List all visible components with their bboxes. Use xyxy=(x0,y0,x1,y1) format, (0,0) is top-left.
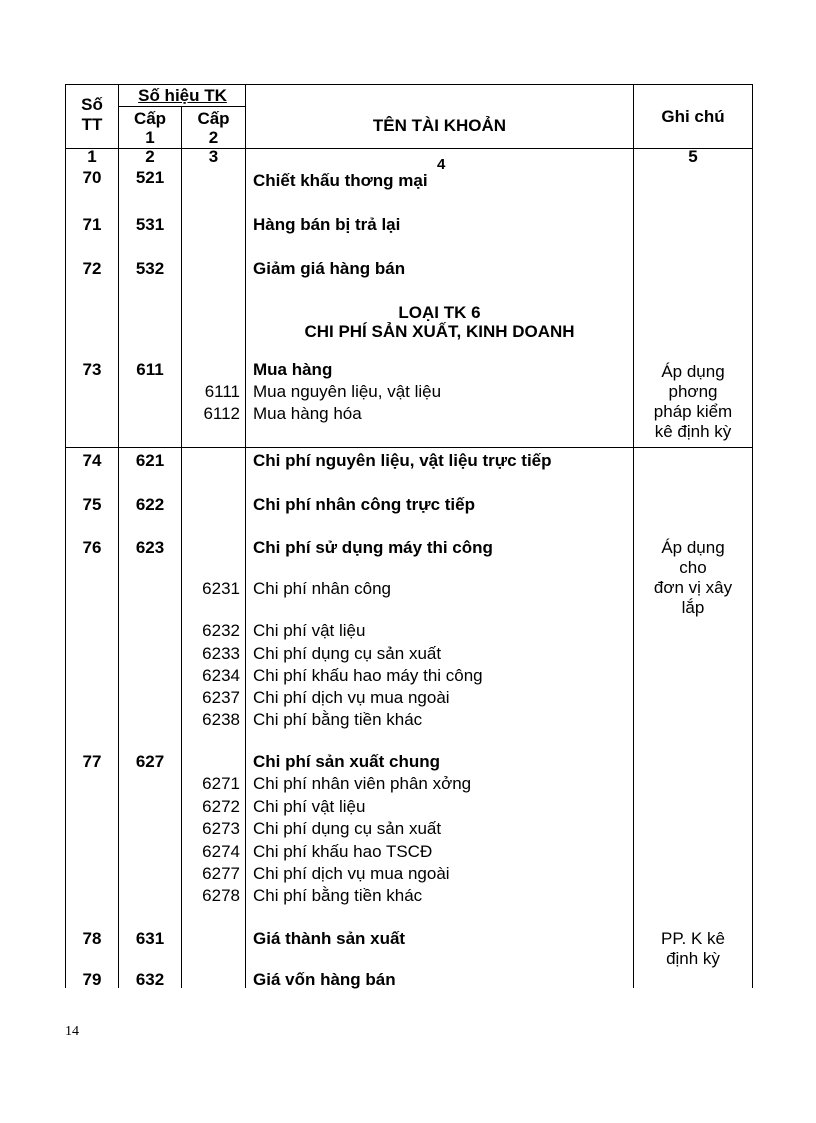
row76-cap1: 623 xyxy=(135,538,165,557)
row71-stt: 71 xyxy=(82,215,102,234)
row74-cap1: 621 xyxy=(135,451,165,470)
row77-sub-name: Chi phí bằng tiền khác xyxy=(253,886,423,905)
row77-sub-code: 6274 xyxy=(202,842,240,861)
row79-name: Giá vốn hàng bán xyxy=(253,970,396,989)
row77-sub-name: Chi phí vật liệu xyxy=(253,797,366,816)
row76-stt: 76 xyxy=(82,538,102,557)
header-so-hieu-tk: Số hiệu TK xyxy=(138,86,227,105)
row79-stt: 79 xyxy=(82,970,102,989)
row77-sub-name: Chi phí dịch vụ mua ngoài xyxy=(253,864,450,883)
row76-sub-name: Chi phí dụng cụ sản xuất xyxy=(253,644,442,663)
row73-sub-name: Mua hàng hóa xyxy=(253,404,362,423)
section-subtitle: CHI PHÍ SẢN XUẤT, KINH DOANH xyxy=(304,322,575,341)
header-so-tt: Số TT xyxy=(81,95,103,134)
row73-name: Mua hàng xyxy=(253,360,333,379)
row76-sub-code: 6232 xyxy=(202,621,240,640)
row77-stt: 77 xyxy=(82,752,102,771)
page-number: 14 xyxy=(65,1024,79,1039)
row76-note: Áp dụng cho đơn vị xây lắp xyxy=(653,538,733,617)
row75-cap1: 622 xyxy=(135,495,165,514)
row74-name: Chi phí nguyên liệu, vật liệu trực tiếp xyxy=(253,451,552,470)
row78-name: Giá thành sản xuất xyxy=(253,929,406,948)
row73-note: Áp dụng phơng pháp kiểm kê định kỳ xyxy=(653,362,733,441)
header-ghi-chu: Ghi chú xyxy=(661,107,725,126)
section-title: LOẠI TK 6 xyxy=(398,303,481,322)
col-divider-name xyxy=(633,84,634,988)
row76-sub-name: Chi phí bằng tiền khác xyxy=(253,710,423,729)
row77-sub-code: 6277 xyxy=(202,864,240,883)
row72-cap1: 532 xyxy=(135,259,165,278)
row76-sub-code: 6233 xyxy=(202,644,240,663)
row77-sub-name: Chi phí nhân viên phân xởng xyxy=(253,774,472,793)
row74-stt: 74 xyxy=(82,451,102,470)
row-divider-73 xyxy=(65,447,752,448)
row77-sub-code: 6273 xyxy=(202,819,240,838)
row76-sub-code: 6231 xyxy=(202,579,240,598)
header-cap1: Cấp 1 xyxy=(133,109,167,147)
row76-sub-name: Chi phí vật liệu xyxy=(253,621,366,640)
row76-sub-code: 6238 xyxy=(202,710,240,729)
row72-name: Giảm giá hàng bán xyxy=(253,259,406,278)
row70-name: Chiết khấu thơng mại xyxy=(253,171,428,190)
row76-sub-name: Chi phí nhân công xyxy=(253,579,391,598)
row79-cap1: 632 xyxy=(135,970,165,989)
row75-stt: 75 xyxy=(82,495,102,514)
table-top-border xyxy=(65,84,752,85)
table-right-border xyxy=(752,84,753,988)
row71-name: Hàng bán bị trả lại xyxy=(253,215,401,234)
row76-name: Chi phí sử dụng máy thi công xyxy=(253,538,493,557)
row77-cap1: 627 xyxy=(135,752,165,771)
row76-sub-name: Chi phí dịch vụ mua ngoài xyxy=(253,688,450,707)
row72-stt: 72 xyxy=(82,259,102,278)
col-number-4: 4 xyxy=(437,156,446,173)
row77-sub-name: Chi phí khấu hao TSCĐ xyxy=(253,842,433,861)
header-cap2: Cấp 2 xyxy=(197,109,230,147)
row70-stt: 70 xyxy=(82,168,102,187)
row76-sub-code: 6237 xyxy=(202,688,240,707)
row73-sub-name: Mua nguyên liệu, vật liệu xyxy=(253,382,442,401)
row73-sub-code: 6112 xyxy=(203,404,240,423)
header-ten-tai-khoan: TÊN TÀI KHOẢN xyxy=(372,116,507,135)
col-number-5: 5 xyxy=(688,147,698,166)
col-number-2: 2 xyxy=(145,147,155,166)
row77-sub-code: 6278 xyxy=(202,886,240,905)
col-divider-cap2 xyxy=(245,84,246,988)
row78-note: PP. K kê định kỳ xyxy=(661,929,725,968)
row73-sub-code: 6111 xyxy=(204,382,240,401)
row73-cap1: 611 xyxy=(136,360,164,379)
row75-name: Chi phí nhân công trực tiếp xyxy=(253,495,475,514)
row70-cap1: 521 xyxy=(135,168,165,187)
row76-sub-name: Chi phí khấu hao máy thi công xyxy=(253,666,483,685)
row76-sub-code: 6234 xyxy=(202,666,240,685)
col-number-3: 3 xyxy=(208,147,219,166)
header-group-divider xyxy=(118,106,246,107)
row77-name: Chi phí sản xuất chung xyxy=(253,752,441,771)
row77-sub-code: 6272 xyxy=(202,797,240,816)
row73-stt: 73 xyxy=(82,360,102,379)
row77-sub-code: 6271 xyxy=(202,774,240,793)
row78-stt: 78 xyxy=(82,929,102,948)
row78-cap1: 631 xyxy=(135,929,165,948)
col-number-1: 1 xyxy=(87,147,97,166)
row77-sub-name: Chi phí dụng cụ sản xuất xyxy=(253,819,442,838)
row71-cap1: 531 xyxy=(135,215,165,234)
